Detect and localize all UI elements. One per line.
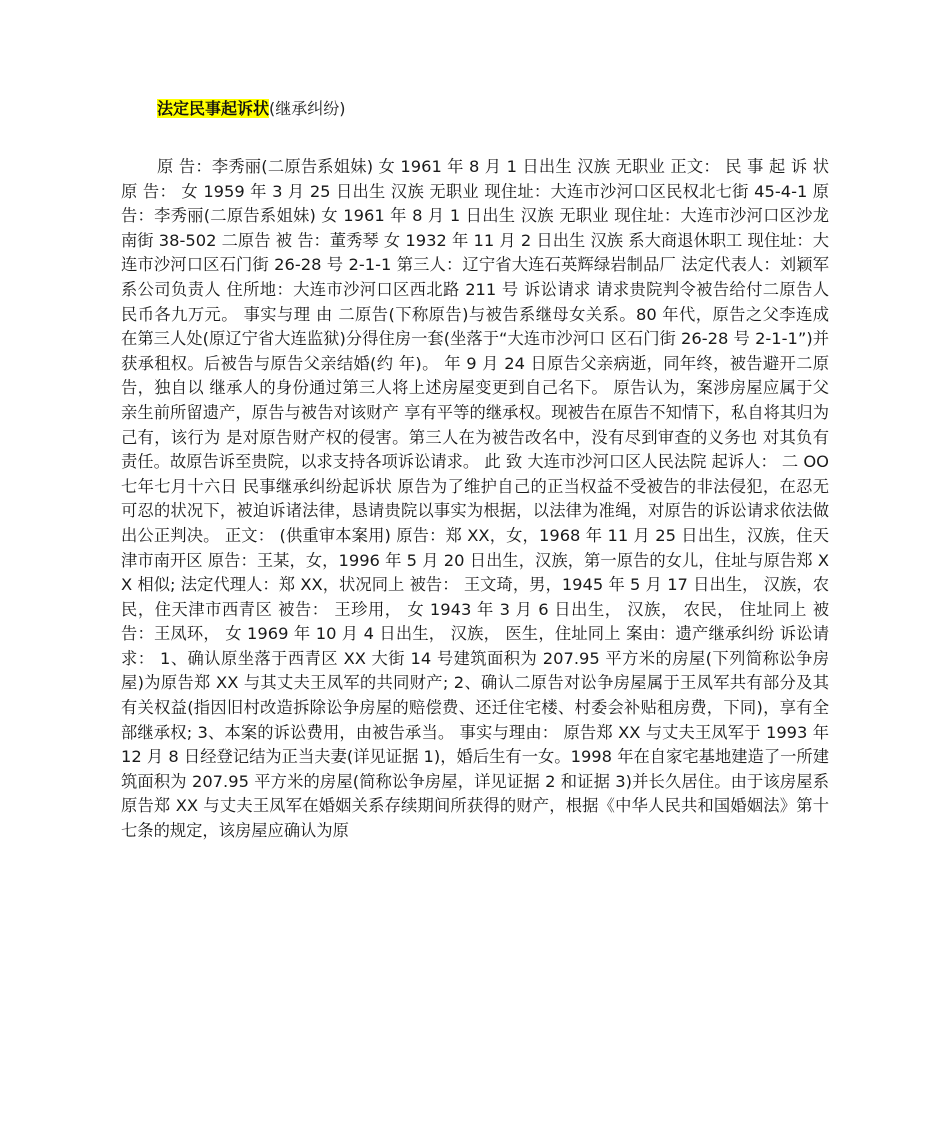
document-title: 法定民事起诉状 bbox=[157, 99, 270, 118]
document-body: 原 告：李秀丽(二原告系姐妹) 女 1961 年 8 月 1 日出生 汉族 无职业 正文： 民 事 起 诉 状 原 告： 女 1959 年 3 月 25 日出生 汉族 无职业 现住址：大连市沙河口区民权北七街 45-4-1 原 告：李秀丽(二原告系姐妹) 女 1961 年 8 月 1 日出生 汉族 无职业 现住址：大连市沙河口区沙龙南街 38-502 二原告 被 告：董秀琴 女 1932 年 11 月 2 日出生 汉族 系大商退休职工 现住址：大连市沙河口区石门街 26-28 号 2-1-1 第三人：辽宁省大连石英辉绿岩制品厂 法定代表人：刘颖军 系公司负责人 住所地：大连市沙河口区西北路 211 号 诉讼请求 请求贵院判令被告给付二原告人民币各九万元。 事实与理 由 二原告(下称原告)与被告系继母女关系。80 年代，原告之父李连成 在第三人处(原辽宁省大连监狱)分得住房一套(坐落于“大连市沙河口 区石门街 26-28 号 2-1-1”)并获承租权。后被告与原告父亲结婚(约 年)。 年 9 月 24 日原告父亲病逝，同年终，被告避开二原告，独自以 继承人的身份通过第三人将上述房屋变更到自己名下。 原告认为，案涉房屋应属于父亲生前所留遗产，原告与被告对该财产 享有平等的继承权。现被告在原告不知情下，私自将其归为己有，该行为 是对原告财产权的侵害。第三人在为被告改名中，没有尽到审查的义务也 对其负有责任。故原告诉至贵院，以求支持各项诉讼请求。 此 致 大连市沙河口区人民法院 起诉人： 二 OO 七年七月十六日 民事继承纠纷起诉状 原告为了维护自己的正当权益不受被告的非法侵犯，在忍无可忍的状况下，被迫诉诸法律，恳请贵院以事实为根据，以法律为准绳，对原告的诉讼请求依法做出公正判决。 正文： (供重审本案用) 原告：郑 XX，女，1968 年 11 月 25 日出生，汉族，住天津市南开区 原告：王某，女，1996 年 5 月 20 日出生，汉族，第一原告的女儿，住址与原告郑 XX 相似; 法定代理人：郑 XX，状况同上 被告： 王文琦，男，1945 年 5 月 17 日出生， 汉族，农民，住天津市西青区 被告： 王珍用， 女 1943 年 3 月 6 日出生， 汉族， 农民， 住址同上 被告：王凤环， 女 1969 年 10 月 4 日出生， 汉族， 医生，住址同上 案由：遗产继承纠纷 诉讼请求： 1、确认原坐落于西青区 XX 大街 14 号建筑面积为 207.95 平方米的房屋(下列简称讼争房屋)为原告郑 XX 与其丈夫王凤军的共同财产; 2、确认二原告对讼争房屋属于王凤军共有部分及其有关权益(指因旧村改造拆除讼争房屋的赔偿费、还迁住宅楼、村委会补贴租房费，下同)，享有全部继承权; 3、本案的诉讼费用，由被告承当。 事实与理由： 原告郑 XX 与丈夫王凤军于 1993 年 12 月 8 日经登记结为正当夫妻(详见证据 1)，婚后生有一女。1998 年在自家宅基地建造了一所建筑面积为 207.95 平方米的房屋(简称讼争房屋，详见证据 2 和证据 3)并长久居住。由于该房屋系原告郑 XX 与丈夫王凤军在婚姻关系存续期间所获得的财产，根据《中华人民共和国婚姻法》第十七条的规定，该房屋应确认为原 bbox=[121, 157, 829, 841]
document-title-line bbox=[157, 97, 346, 121]
document-subtitle: (继承纠纷) bbox=[269, 99, 346, 118]
